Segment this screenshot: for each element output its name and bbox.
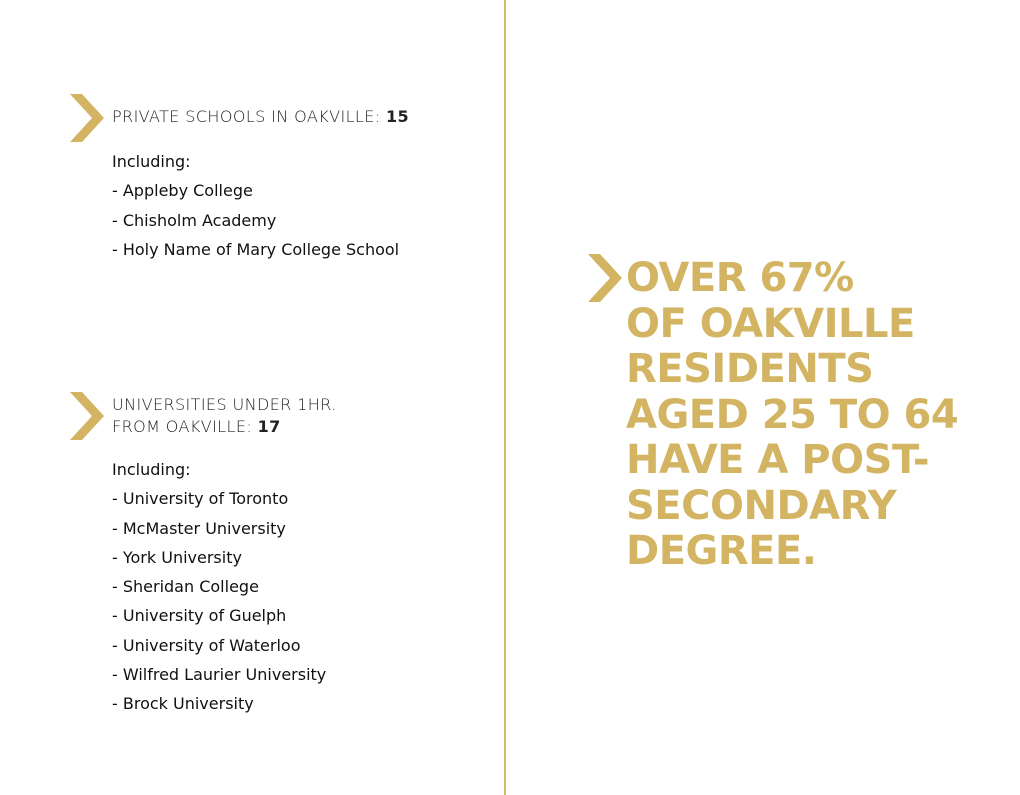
- list-item: - University of Toronto: [112, 489, 289, 509]
- list-item: - Chisholm Academy: [112, 210, 277, 230]
- statement-line: SECONDARY: [626, 482, 897, 529]
- list-item: - Sheridan College: [112, 577, 259, 597]
- list-item: - University of Waterloo: [112, 635, 301, 655]
- private-schools-heading: [112, 106, 409, 128]
- statement-line: HAVE A POST-: [626, 437, 929, 483]
- education-statistic-statement: [626, 256, 958, 575]
- statement-line: AGED 25 TO 64: [626, 391, 959, 438]
- private-schools-count: 15: [385, 107, 410, 126]
- universities-list: [112, 455, 326, 719]
- private-schools-list: [112, 147, 399, 264]
- universities-heading: [112, 394, 337, 438]
- chevron-right-icon: [70, 392, 106, 440]
- including-label: Including:: [112, 152, 191, 171]
- heading-line: FROM OAKVILLE:: [112, 417, 258, 436]
- page-divider: [504, 0, 506, 795]
- heading-text: PRIVATE SCHOOLS IN OAKVILLE:: [112, 107, 386, 126]
- list-item: - Wilfred Laurier University: [112, 665, 327, 685]
- chevron-right-icon: [70, 94, 106, 142]
- statement-line: OVER 67%: [626, 255, 854, 301]
- list-item: - York University: [112, 547, 242, 567]
- list-item: - McMaster University: [112, 518, 286, 538]
- heading-line: UNIVERSITIES UNDER 1HR.: [112, 395, 337, 414]
- statement-line: RESIDENTS: [626, 346, 874, 392]
- list-item: - University of Guelph: [112, 606, 287, 626]
- list-item: - Appleby College: [112, 181, 253, 201]
- chevron-right-icon: [588, 254, 624, 302]
- universities-count: 17: [257, 417, 281, 436]
- including-label: Including:: [112, 460, 191, 479]
- list-item: - Brock University: [112, 694, 254, 714]
- statement-line: OF OAKVILLE: [626, 300, 915, 347]
- statement-line: DEGREE.: [626, 528, 817, 574]
- list-item: - Holy Name of Mary College School: [112, 239, 400, 259]
